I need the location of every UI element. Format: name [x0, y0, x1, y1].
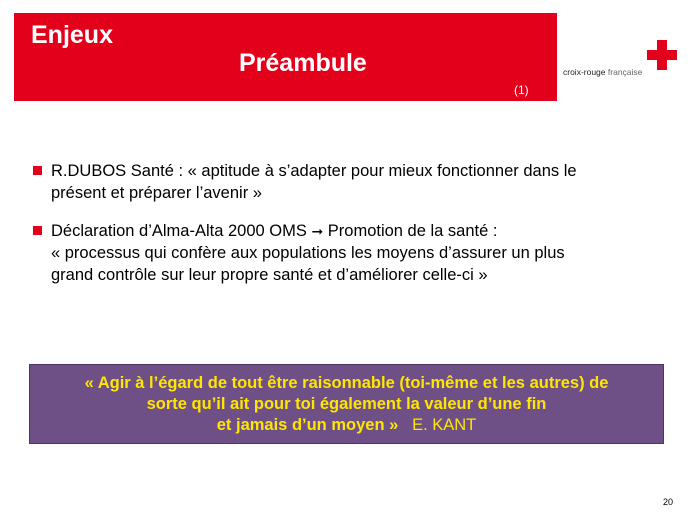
slide-header	[14, 13, 557, 101]
bullet-item	[33, 160, 669, 204]
quote-line: « Agir à l’égard de tout être raisonnable (toi-même et les autres) de	[84, 374, 609, 392]
kant-quote-box	[29, 364, 664, 444]
logo-text-main: croix-rouge	[563, 67, 606, 77]
slide-title: Préambule	[239, 49, 367, 77]
bullet-line: R.DUBOS Santé : « aptitude à s’adapter pour mieux fonctionner dans le	[51, 162, 577, 180]
slide-subtitle-number: (1)	[514, 83, 529, 97]
arrow-right-icon: ➞	[311, 223, 324, 239]
quote-line: sorte qu’il ait pour toi également la valeur d’une fin	[146, 395, 547, 413]
bullet-square-icon	[33, 166, 42, 175]
logo-text-secondary: française	[607, 67, 643, 77]
red-cross-icon	[647, 40, 677, 70]
logo-text	[563, 67, 642, 77]
bullet-line: « processus qui confère aux populations les moyens d’assurer un plus	[51, 244, 565, 262]
bullet-list	[33, 160, 669, 286]
croix-rouge-logo	[563, 40, 681, 85]
quote-author: E. KANT	[412, 416, 477, 434]
bullet-item	[33, 220, 669, 286]
bullet-line: grand contrôle sur leur propre santé et d’améliorer celle-ci »	[51, 266, 488, 284]
bullet-square-icon	[33, 226, 42, 235]
bullet-line: Déclaration d’Alma-Alta 2000 OMS ➞ Promotion de la santé :	[51, 222, 498, 240]
quote-line: et jamais d’un moyen » E. KANT	[216, 416, 477, 434]
bullet-line: présent et préparer l’avenir »	[51, 184, 262, 202]
page-number: 20	[663, 497, 674, 507]
section-title: Enjeux	[31, 21, 113, 49]
